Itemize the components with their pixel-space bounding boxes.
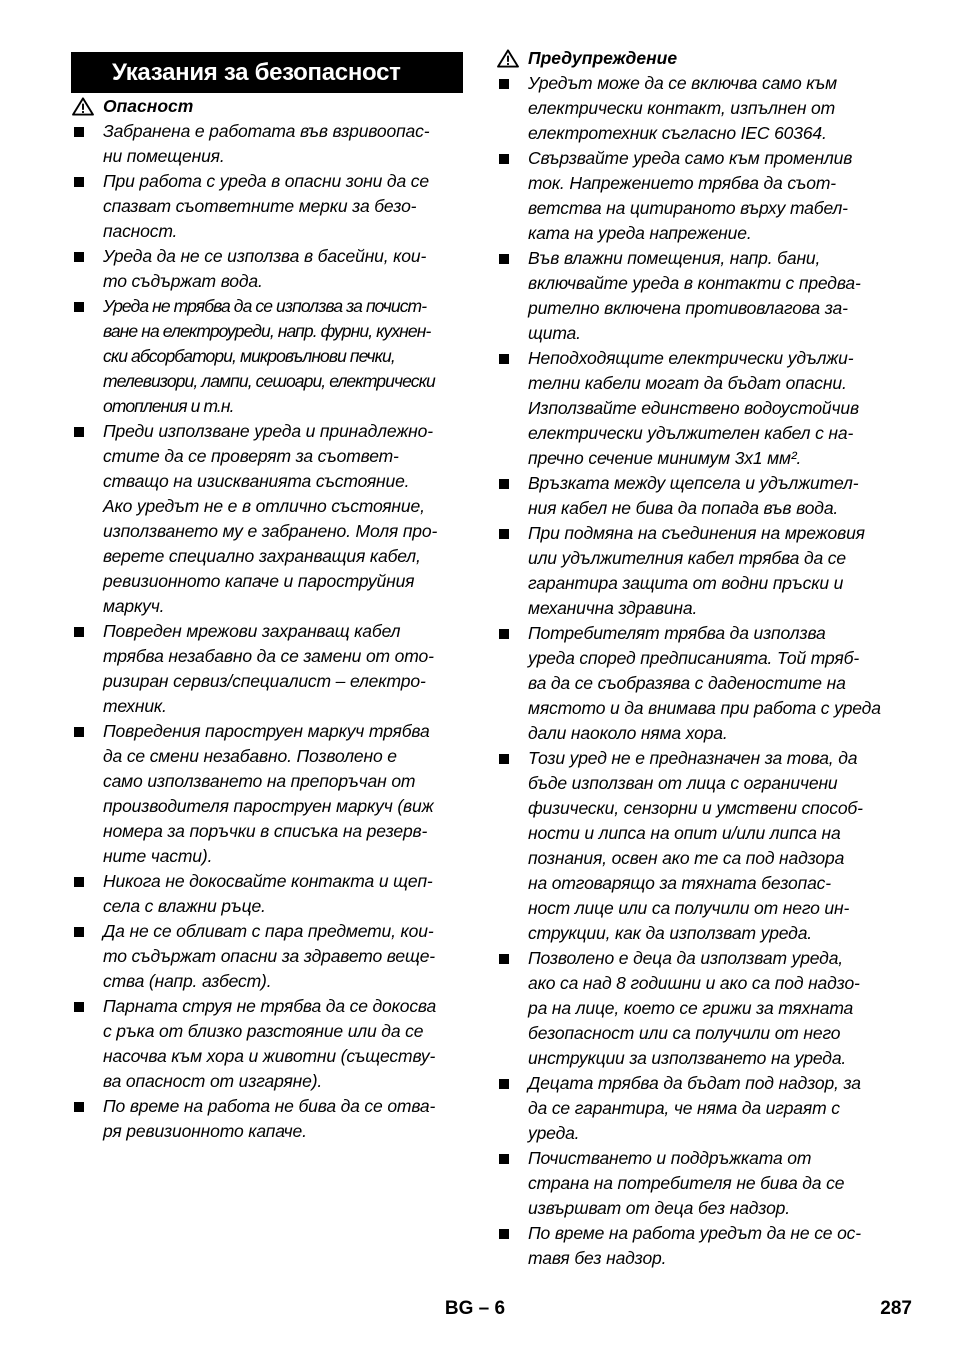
list-item	[71, 869, 463, 919]
list-item-line: Повредения пароструен маркуч трябва	[103, 721, 430, 741]
list-item-line: По време на работа не бива да се отва-	[103, 1096, 436, 1116]
list-item-line: ризиран сервиз/специалист – електро-	[103, 671, 426, 691]
list-item-line: Във влажни помещения, напр. бани,	[528, 248, 821, 268]
list-item-line: маркуч.	[103, 596, 165, 616]
list-item-line: ток. Напрежението трябва да съот-	[528, 173, 836, 193]
list-item	[71, 419, 463, 619]
list-item-line: Преди използване уреда и принадлежно-	[103, 421, 433, 441]
list-item	[496, 1146, 888, 1221]
page-number: 287	[880, 1298, 912, 1319]
list-item-line: Свързвайте уреда само към променлив	[528, 148, 853, 168]
list-item	[496, 471, 888, 521]
list-item-line: Да не се обливат с пара предмети, кои-	[103, 921, 434, 941]
list-item-line: използването му е забранено. Моля про-	[103, 521, 438, 541]
bullet-square-icon	[74, 927, 84, 937]
list-item	[71, 294, 463, 419]
list-item-line: По време на работа уредът да не се ос-	[528, 1223, 861, 1243]
list-item	[496, 746, 888, 946]
list-item-line: безопасност или са получили от него	[528, 1023, 841, 1043]
list-item-line: пречно сечение минимум 3x1 мм².	[528, 448, 802, 468]
list-item	[71, 919, 463, 994]
list-item-line: или удължителния кабел трябва да се	[528, 548, 846, 568]
bullet-square-icon	[74, 302, 84, 312]
list-item-line: ката на уреда напрежение.	[528, 223, 752, 243]
warning-heading	[496, 46, 888, 71]
list-item-line: електрически удължителен кабел с на-	[528, 423, 854, 443]
list-item-line: електротехник съгласно IEC 60364.	[528, 123, 827, 143]
list-item-line: то съдържат вода.	[103, 271, 263, 291]
warning-triangle-icon	[71, 97, 95, 116]
bullet-square-icon	[74, 1002, 84, 1012]
list-item-line: струкции, как да използват уреда.	[528, 923, 812, 943]
list-item-line: включвайте уреда в контакти с предва-	[528, 273, 861, 293]
list-item-line: ря ревизионното капаче.	[103, 1121, 307, 1141]
bullet-square-icon	[499, 629, 509, 639]
list-item-line: насочва към хора и животни (съществу-	[103, 1046, 436, 1066]
bullet-square-icon	[74, 127, 84, 137]
danger-heading-label: Опасност	[103, 96, 194, 116]
list-item-line: При подмяна на съединения на мрежовия	[528, 523, 865, 543]
footer-section-label: BG – 6	[444, 1298, 506, 1319]
list-item-line: села с влажни ръце.	[103, 896, 266, 916]
bullet-square-icon	[499, 254, 509, 264]
bullet-square-icon	[499, 354, 509, 364]
list-item-line: спазват съответните мерки за безо-	[103, 196, 417, 216]
right-column	[496, 46, 888, 1271]
list-item-line: Връзката между щепсела и удължител-	[528, 473, 859, 493]
list-item-line: ва да се съобразява с даденостите на	[528, 673, 846, 693]
list-item-line: физически, сензорни и умствени способ-	[528, 798, 863, 818]
list-item-line: Неподходящите електрически удължи-	[528, 348, 854, 368]
bullet-square-icon	[499, 529, 509, 539]
warning-heading-label: Предупреждение	[528, 48, 678, 68]
bullet-square-icon	[499, 954, 509, 964]
list-item-line: ност лице или са получили от него ин-	[528, 898, 850, 918]
list-item-line: страна на потребителя не бива да се	[528, 1173, 845, 1193]
list-item	[71, 244, 463, 294]
list-item-line: да се смени незабавно. Позволено е	[103, 746, 397, 766]
bullet-square-icon	[499, 1079, 509, 1089]
list-item-line: Парната струя не трябва да се докосва	[103, 996, 437, 1016]
bullet-square-icon	[74, 627, 84, 637]
list-item-line: ски абсорбатори, микровълнови печки,	[103, 346, 395, 366]
list-item	[496, 1221, 888, 1271]
danger-list	[71, 119, 463, 1144]
list-item-line: Позволено е деца да използват уреда,	[528, 948, 844, 968]
section-title: Указания за безопасност	[71, 52, 463, 93]
list-item	[496, 146, 888, 246]
list-item-line: ревизионното капаче и пароструйния	[103, 571, 415, 591]
list-item-line: номера за поръчки в списъка на резерв-	[103, 821, 428, 841]
bullet-square-icon	[499, 1154, 509, 1164]
list-item-line: тавя без надзор.	[528, 1248, 667, 1268]
list-item-line: ване на електроуреди, напр. фурни, кухнен-	[103, 321, 431, 341]
list-item-line: ако са над 8 годишни и ако са под надзо-	[528, 973, 860, 993]
list-item-line: Потребителят трябва да използва	[528, 623, 826, 643]
list-item-line: инструкции за използването на уреда.	[528, 1048, 847, 1068]
list-item	[496, 71, 888, 146]
list-item-line: ва опасност от изгаряне).	[103, 1071, 323, 1091]
list-item-line: ности и липса на опит и/или липса на	[528, 823, 841, 843]
list-item-line: ните части).	[103, 846, 213, 866]
left-column	[71, 46, 463, 1144]
bullet-square-icon	[74, 177, 84, 187]
list-item-line: гарантира защита от водни пръски и	[528, 573, 844, 593]
bullet-square-icon	[499, 79, 509, 89]
list-item-line: бъде използван от лица с ограничени	[528, 773, 838, 793]
list-item	[71, 719, 463, 869]
list-item-line: Уреда не трябва да се използва за почист-	[103, 296, 427, 316]
bullet-square-icon	[499, 754, 509, 764]
bullet-square-icon	[499, 154, 509, 164]
list-item-line: трябва незабавно да се замени от ото-	[103, 646, 434, 666]
danger-heading	[71, 94, 463, 119]
list-item-line: Този уред не е предназначен за това, да	[528, 748, 858, 768]
list-item-line: Използвайте единствено водоустойчив	[528, 398, 859, 418]
list-item-line: верете специално захранващия кабел,	[103, 546, 421, 566]
list-item-line: рително включена противовлагова за-	[528, 298, 848, 318]
list-item	[496, 1071, 888, 1146]
list-item-line: да се гарантира, че няма да играят с	[528, 1098, 840, 1118]
list-item-line: стите да се проверят за съответ-	[103, 446, 399, 466]
list-item	[496, 346, 888, 471]
list-item-line: ра на лице, което се грижи за тяхната	[528, 998, 854, 1018]
list-item-line: телни кабели могат да бъдат опасни.	[528, 373, 847, 393]
bullet-square-icon	[74, 1102, 84, 1112]
list-item-line: ветства на цитираното върху табел-	[528, 198, 848, 218]
bullet-square-icon	[499, 1229, 509, 1239]
list-item-line: уреда според предписанията. Той тряб-	[528, 648, 859, 668]
list-item	[496, 621, 888, 746]
list-item-line: пасност.	[103, 221, 178, 241]
list-item-line: механична здравина.	[528, 598, 698, 618]
list-item	[71, 119, 463, 169]
list-item	[496, 521, 888, 621]
list-item-line: производителя пароструен маркуч (виж	[103, 796, 434, 816]
list-item-line: то съдържат опасни за здравето веще-	[103, 946, 435, 966]
list-item-line: При работа с уреда в опасни зони да се	[103, 171, 429, 191]
bullet-square-icon	[74, 877, 84, 887]
list-item	[71, 994, 463, 1094]
list-item-line: щита.	[528, 323, 581, 343]
list-item-line: ни помещения.	[103, 146, 225, 166]
list-item-line: техник.	[103, 696, 167, 716]
list-item-line: дали наоколо няма хора.	[528, 723, 728, 743]
list-item-line: с ръка от близко разстояние или да се	[103, 1021, 424, 1041]
bullet-square-icon	[74, 427, 84, 437]
list-item-line: Забранена е работата във взривоопас-	[103, 121, 430, 141]
list-item-line: ния кабел не бива да попада във вода.	[528, 498, 839, 518]
list-item-line: електрически контакт, изпълнен от	[528, 98, 836, 118]
bullet-square-icon	[74, 252, 84, 262]
list-item-line: Уреда да не се използва в басейни, кои-	[103, 246, 427, 266]
list-item-line: мястото и да внимава при работа с уреда	[528, 698, 881, 718]
list-item-line: телевизори, лампи, сешоари, електрически	[103, 371, 435, 391]
list-item	[496, 246, 888, 346]
list-item-line: познания, освен ако те са под надзора	[528, 848, 845, 868]
warning-list	[496, 71, 888, 1271]
list-item-line: ства (напр. азбест).	[103, 971, 272, 991]
warning-triangle-icon	[496, 49, 520, 68]
list-item	[71, 169, 463, 244]
list-item-line: Почистването и поддръжката от	[528, 1148, 812, 1168]
list-item-line: Ако уредът не е в отлично състояние,	[103, 496, 425, 516]
bullet-square-icon	[74, 727, 84, 737]
list-item-line: отопления и т.н.	[103, 396, 234, 416]
list-item-line: само използването на препоръчан от	[103, 771, 416, 791]
list-item	[496, 946, 888, 1071]
list-item-line: на отговарящо за тяхната безопас-	[528, 873, 831, 893]
list-item-line: извършват от деца без надзор.	[528, 1198, 790, 1218]
list-item-line: Никога не докосвайте контакта и щеп-	[103, 871, 433, 891]
list-item-line: уреда.	[528, 1123, 580, 1143]
list-item-line: Децата трябва да бъдат под надзор, за	[528, 1073, 861, 1093]
list-item-line: Повреден мрежови захранващ кабел	[103, 621, 401, 641]
list-item-line: Уредът може да се включва само към	[528, 73, 837, 93]
bullet-square-icon	[499, 479, 509, 489]
list-item-line: стващо на изискванията състояние.	[103, 471, 410, 491]
list-item	[71, 1094, 463, 1144]
list-item	[71, 619, 463, 719]
